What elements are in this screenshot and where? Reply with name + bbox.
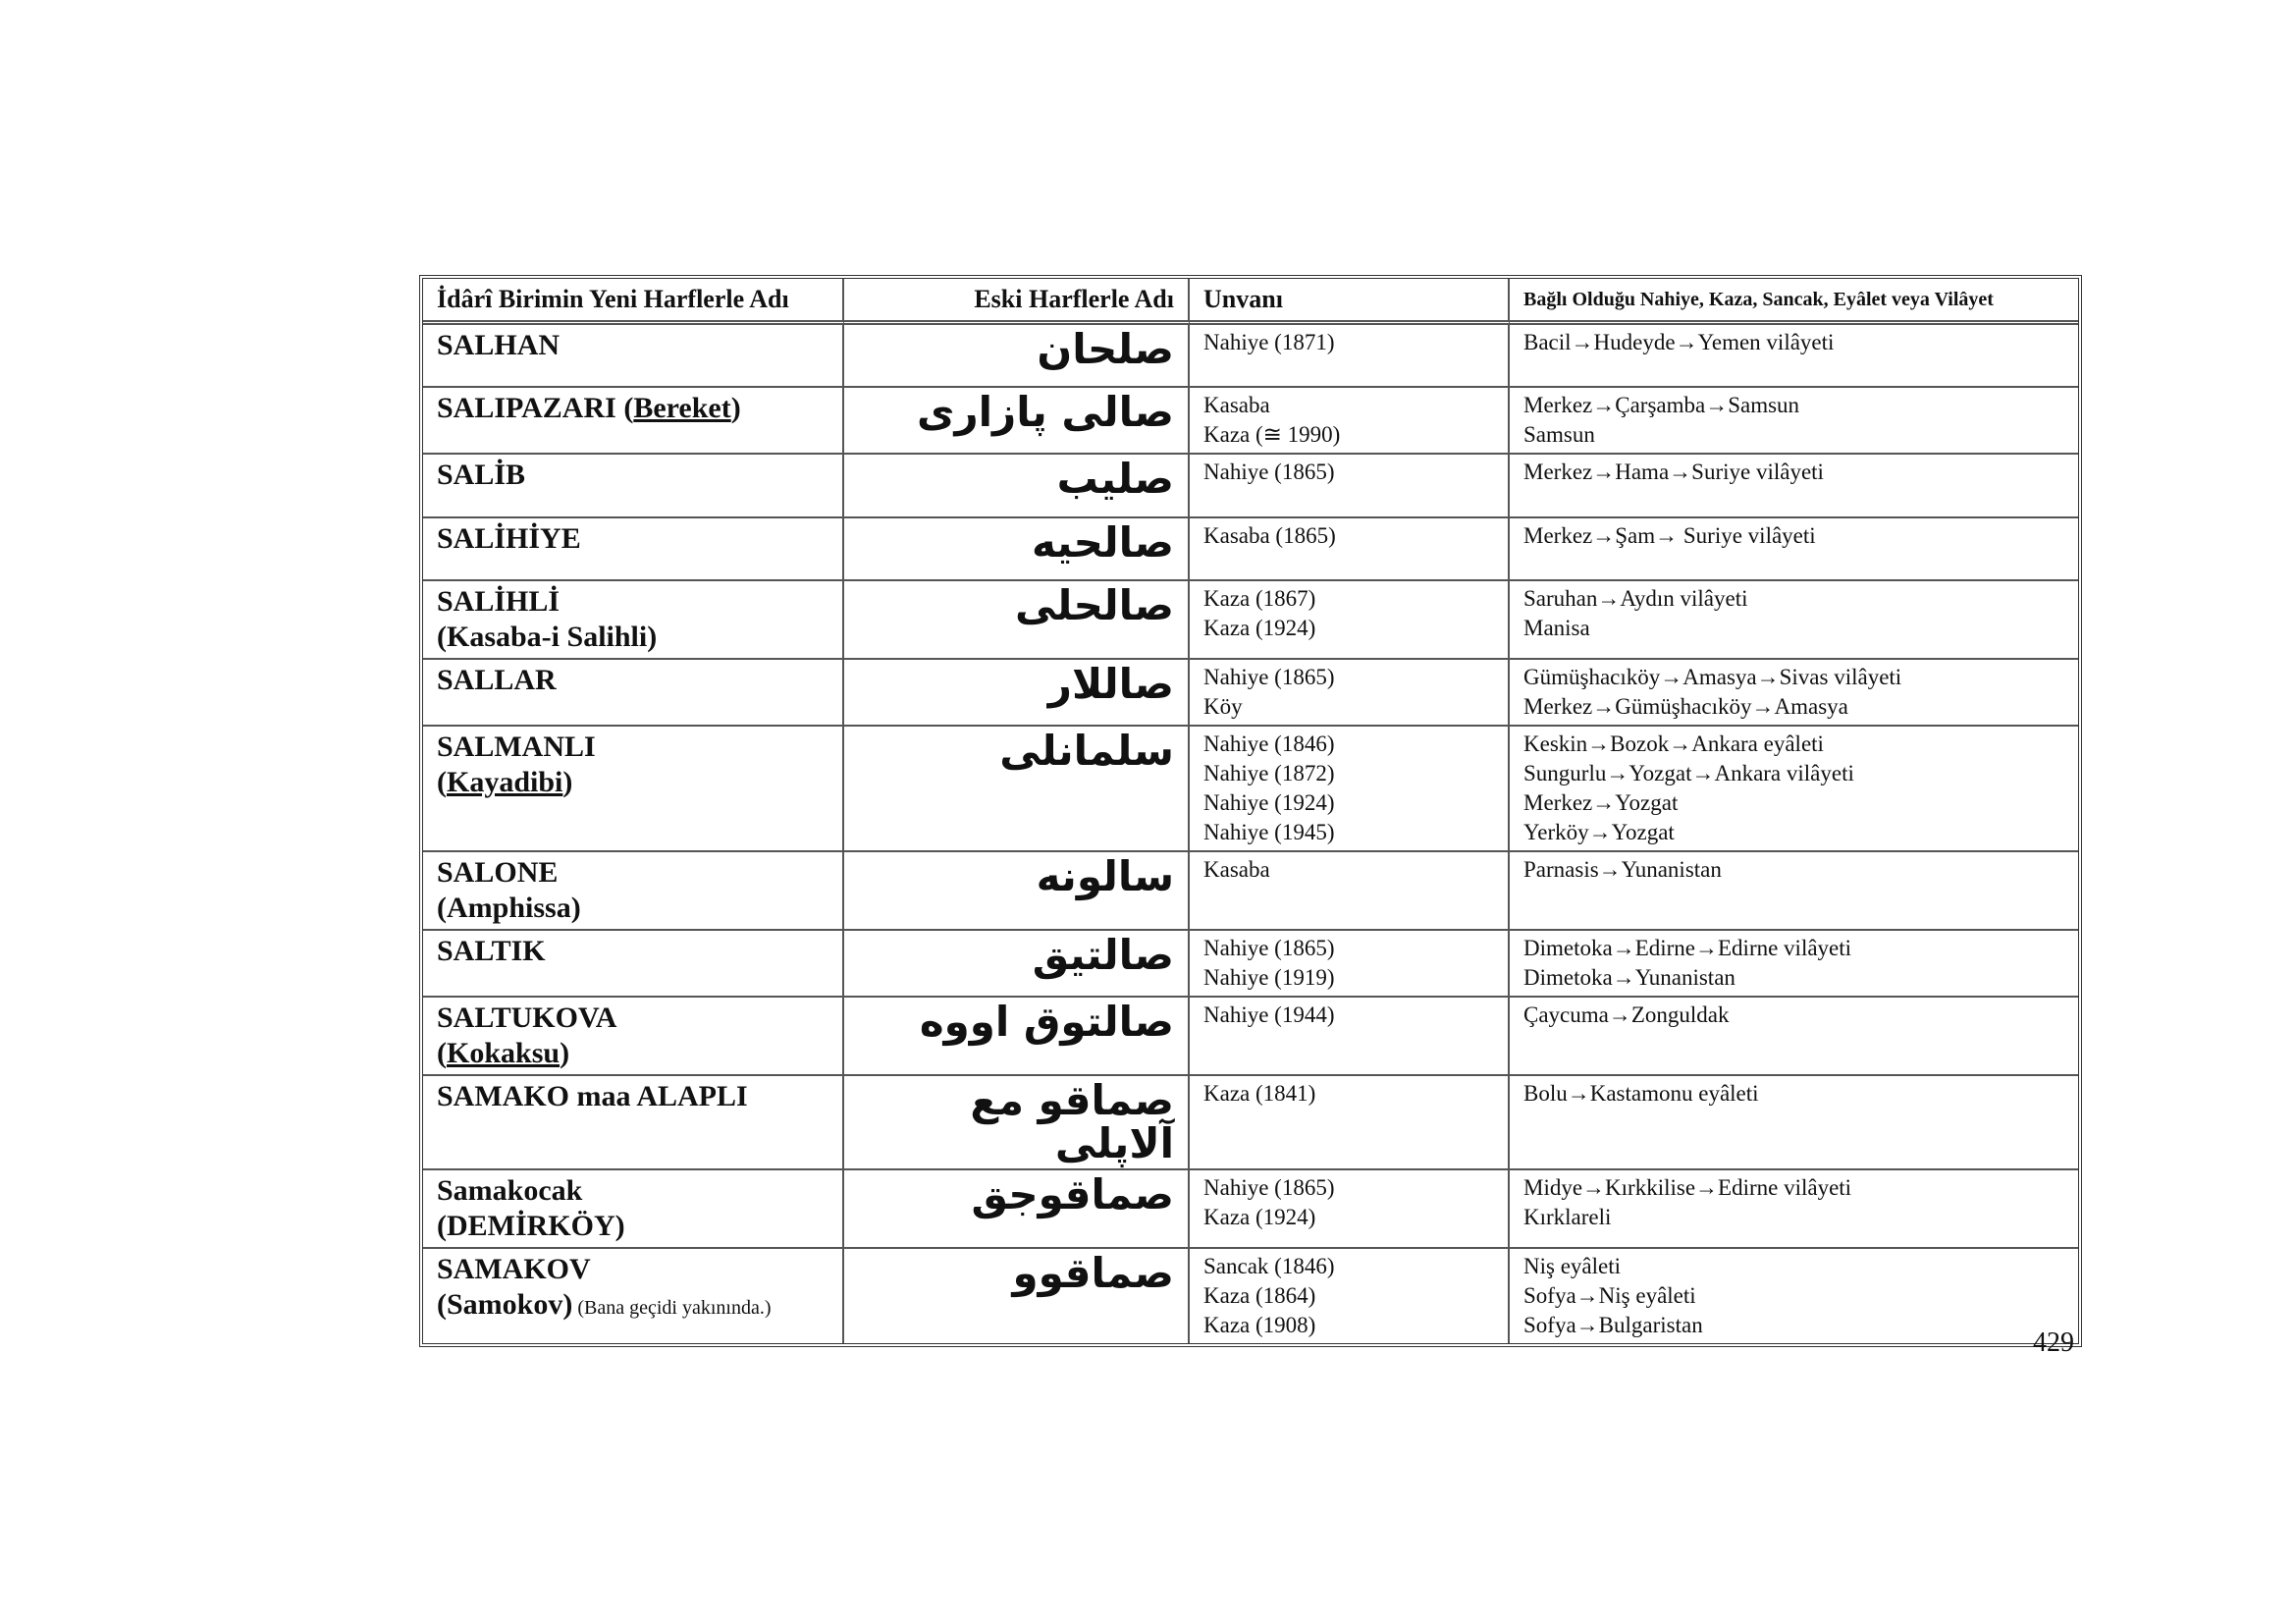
name-alias: (Kasaba-i Salihli): [437, 621, 658, 653]
cell-bagli: [1510, 1249, 2078, 1343]
cell-unvan: [1190, 388, 1510, 455]
cell-old-name: سالونه: [844, 852, 1190, 931]
unvan-line: Köy: [1203, 694, 1243, 719]
cell-unvan: [1190, 455, 1510, 518]
bagli-line: Merkez→Yozgat: [1523, 790, 1679, 815]
table-row: [423, 455, 2078, 518]
cell-bagli: [1510, 325, 2078, 388]
unvan-line: Kasaba (1865): [1203, 523, 1336, 548]
unvan-line: Nahiye (1944): [1203, 1002, 1335, 1027]
cell-bagli: [1510, 455, 2078, 518]
name-text: SALMANLI: [437, 731, 596, 763]
name-text: SALİB: [437, 459, 526, 491]
cell-old-name: صالحلی: [844, 581, 1190, 660]
cell-old-name: صماقوجق: [844, 1170, 1190, 1249]
cell-name: [423, 1249, 844, 1343]
bagli-line: Saruhan→Aydın vilâyeti: [1523, 586, 1748, 611]
table-row: [423, 581, 2078, 660]
cell-unvan: [1190, 1076, 1510, 1170]
bagli-line: Yerköy→Yozgat: [1523, 820, 1675, 844]
unvan-line: Kasaba: [1203, 857, 1270, 882]
cell-bagli: [1510, 660, 2078, 727]
unvan-line: Nahiye (1919): [1203, 965, 1335, 990]
bagli-line: Midye→Kırkkilise→Edirne vilâyeti: [1523, 1175, 1852, 1200]
name-text: SAMAKO maa ALAPLI: [437, 1080, 748, 1112]
unvan-line: Kaza (1924): [1203, 1205, 1316, 1229]
gazetteer-table: [419, 275, 2082, 1347]
bagli-line: Dimetoka→Yunanistan: [1523, 965, 1735, 990]
cell-bagli: [1510, 727, 2078, 852]
unvan-line: Nahiye (1865): [1203, 665, 1335, 689]
unvan-line: Nahiye (1871): [1203, 330, 1335, 354]
cell-bagli: [1510, 1170, 2078, 1249]
cell-name: [423, 455, 844, 518]
cell-old-name: صليب: [844, 455, 1190, 518]
name-text: SALIPAZARI (: [437, 392, 634, 424]
cell-unvan: [1190, 325, 1510, 388]
name-alias-close: ): [562, 766, 573, 798]
unvan-line: Nahiye (1865): [1203, 1175, 1335, 1200]
name-alias-open: (: [437, 766, 447, 798]
name-text: SALLAR: [437, 664, 557, 696]
unvan-line: Kaza (1908): [1203, 1313, 1316, 1337]
table-row: [423, 518, 2078, 581]
name-text: SALHAN: [437, 329, 561, 361]
page-number: 429: [2033, 1327, 2074, 1358]
cell-unvan: [1190, 852, 1510, 931]
name-text: SALİHİYE: [437, 522, 581, 555]
cell-old-name: صلحان: [844, 325, 1190, 388]
cell-bagli: [1510, 388, 2078, 455]
bagli-line: Sofya→Niş eyâleti: [1523, 1283, 1696, 1308]
name-text: SALİHLİ: [437, 585, 561, 618]
cell-bagli: [1510, 998, 2078, 1076]
unvan-line: Kasaba: [1203, 393, 1270, 417]
unvan-line: Kaza (1864): [1203, 1283, 1316, 1308]
bagli-line: Dimetoka→Edirne→Edirne vilâyeti: [1523, 936, 1852, 960]
bagli-line: Samsun: [1523, 422, 1595, 447]
cell-old-name: صماقوو: [844, 1249, 1190, 1343]
name-text: SALONE: [437, 856, 559, 889]
cell-name: [423, 1076, 844, 1170]
name-alias: (DEMİRKÖY): [437, 1210, 625, 1242]
bagli-line: Merkez→Hama→Suriye vilâyeti: [1523, 460, 1824, 484]
bagli-line: Kırklareli: [1523, 1205, 1612, 1229]
bagli-line: Merkez→Şam→ Suriye vilâyeti: [1523, 523, 1816, 548]
unvan-line: Nahiye (1846): [1203, 731, 1335, 756]
name-alias-underlined: Kayadibi: [447, 766, 563, 798]
name-alias-underlined: Kokaksu: [447, 1037, 561, 1069]
table-row: [423, 1170, 2078, 1249]
cell-name: [423, 388, 844, 455]
unvan-line: Nahiye (1945): [1203, 820, 1335, 844]
cell-bagli: [1510, 1076, 2078, 1170]
bagli-line: Keskin→Bozok→Ankara eyâleti: [1523, 731, 1824, 756]
name-alias: (Samokov): [437, 1288, 573, 1321]
unvan-line: Nahiye (1924): [1203, 790, 1335, 815]
cell-name: [423, 998, 844, 1076]
cell-old-name: صالی پازاری: [844, 388, 1190, 455]
name-text: SALTIK: [437, 935, 546, 967]
table-row: [423, 1249, 2078, 1343]
cell-name: [423, 581, 844, 660]
cell-bagli: [1510, 931, 2078, 998]
header-unvan: Unvanı: [1190, 279, 1510, 325]
bagli-line: Sungurlu→Yozgat→Ankara vilâyeti: [1523, 761, 1854, 785]
unvan-line: Nahiye (1872): [1203, 761, 1335, 785]
cell-unvan: [1190, 931, 1510, 998]
cell-name: [423, 660, 844, 727]
table-row: [423, 388, 2078, 455]
bagli-line: Sofya→Bulgaristan: [1523, 1313, 1703, 1337]
unvan-line: Nahiye (1865): [1203, 460, 1335, 484]
unvan-line: Kaza (1867): [1203, 586, 1316, 611]
unvan-line: Kaza (1924): [1203, 616, 1316, 640]
bagli-line: Merkez→Çarşamba→Samsun: [1523, 393, 1800, 417]
cell-old-name: صالحيه: [844, 518, 1190, 581]
unvan-line: Kaza (1841): [1203, 1081, 1316, 1106]
cell-name: [423, 852, 844, 931]
name-text: Samakocak: [437, 1174, 583, 1207]
cell-name: [423, 325, 844, 388]
cell-old-name: صماقو مع آلاپلی: [844, 1076, 1190, 1170]
table-row: [423, 325, 2078, 388]
bagli-line: Çaycuma→Zonguldak: [1523, 1002, 1730, 1027]
unvan-line: Nahiye (1865): [1203, 936, 1335, 960]
unvan-line: Sancak (1846): [1203, 1254, 1335, 1278]
cell-old-name: سلمانلی: [844, 727, 1190, 852]
bagli-line: Merkez→Gümüşhacıköy→Amasya: [1523, 694, 1848, 719]
bagli-line: Bacil→Hudeyde→Yemen vilâyeti: [1523, 330, 1835, 354]
cell-name: [423, 727, 844, 852]
cell-bagli: [1510, 852, 2078, 931]
bagli-line: Bolu→Kastamonu eyâleti: [1523, 1081, 1759, 1106]
cell-bagli: [1510, 518, 2078, 581]
header-old-name: Eski Harflerle Adı: [844, 279, 1190, 325]
name-alias-open: (: [437, 1037, 447, 1069]
bagli-line: Niş eyâleti: [1523, 1254, 1621, 1278]
name-text: SAMAKOV: [437, 1253, 591, 1285]
cell-old-name: صالتيق: [844, 931, 1190, 998]
table-row: [423, 1076, 2078, 1170]
header-bagli: Bağlı Olduğu Nahiye, Kaza, Sancak, Eyâlet veya Vilâyet: [1510, 279, 2078, 325]
cell-unvan: [1190, 660, 1510, 727]
table-row: [423, 852, 2078, 931]
name-text: SALTUKOVA: [437, 1001, 617, 1034]
header-new-name: İdârî Birimin Yeni Harflerle Adı: [423, 279, 844, 325]
cell-old-name: صاللار: [844, 660, 1190, 727]
unvan-line: Kaza (≅ 1990): [1203, 422, 1341, 447]
cell-name: [423, 518, 844, 581]
table-row: [423, 727, 2078, 852]
name-alias: (Amphissa): [437, 892, 581, 924]
bagli-line: Parnasis→Yunanistan: [1523, 857, 1722, 882]
table-row: [423, 660, 2078, 727]
name-underlined: Bereket: [633, 392, 731, 424]
bagli-line: Gümüşhacıköy→Amasya→Sivas vilâyeti: [1523, 665, 1902, 689]
cell-name: [423, 931, 844, 998]
table-row: [423, 998, 2078, 1076]
cell-unvan: [1190, 518, 1510, 581]
bagli-line: Manisa: [1523, 616, 1590, 640]
gazetteer-page: [419, 275, 2074, 1347]
cell-unvan: [1190, 581, 1510, 660]
name-note: (Bana geçidi yakınında.): [572, 1297, 772, 1319]
cell-unvan: [1190, 1170, 1510, 1249]
cell-bagli: [1510, 581, 2078, 660]
table-row: [423, 931, 2078, 998]
cell-unvan: [1190, 1249, 1510, 1343]
name-text-end: ): [730, 392, 741, 424]
cell-old-name: صالتوق اووه: [844, 998, 1190, 1076]
cell-unvan: [1190, 998, 1510, 1076]
cell-name: [423, 1170, 844, 1249]
cell-unvan: [1190, 727, 1510, 852]
name-alias-close: ): [560, 1037, 570, 1069]
table-header-row: [423, 279, 2078, 325]
